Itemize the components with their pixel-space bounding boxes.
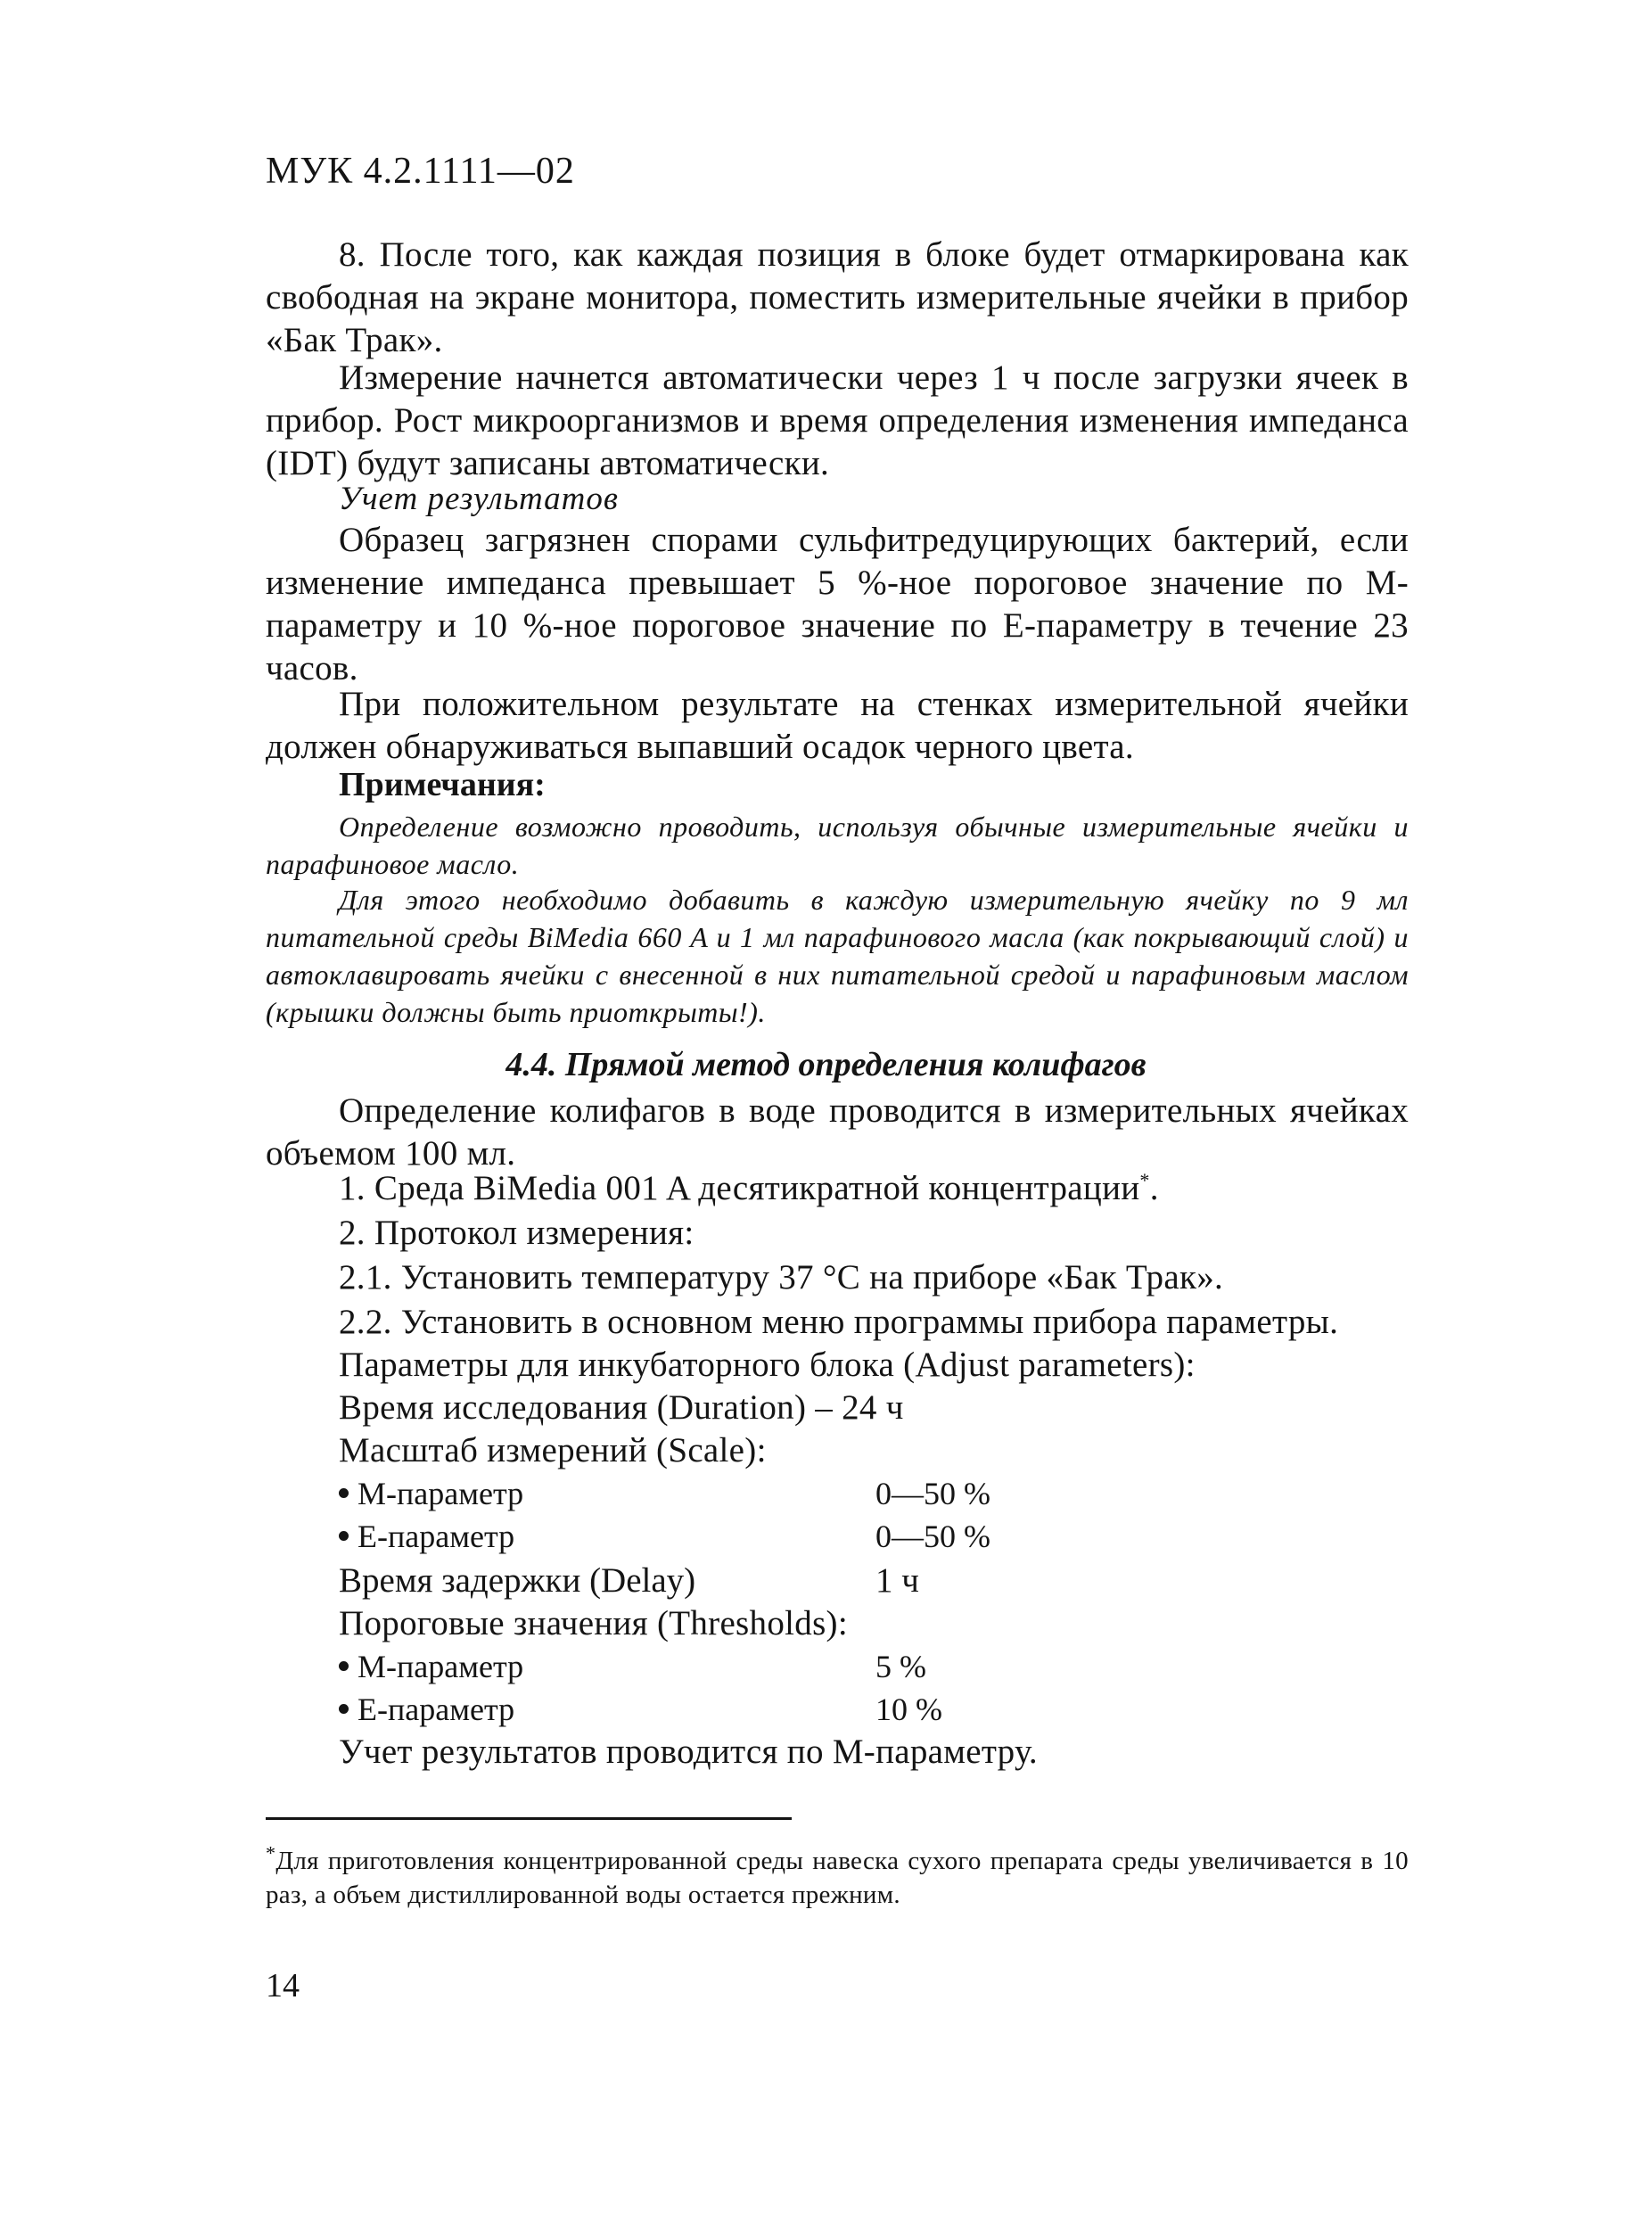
delay-label: Время задержки (Delay) [339,1561,696,1600]
bullet-icon [339,1488,349,1498]
footnote [266,1841,1409,1912]
paragraph-positive-result: При положительном результате на стенках измерительной ячейки должен обнаруживаться выпавший осадок черного цвета. [266,685,1409,766]
results-subheading: Учет результатов [339,481,619,517]
threshold-m-parameter-row [339,1648,926,1685]
threshold-m-parameter-label: М-параметр [358,1649,524,1684]
list-item-2-1: 2.1. Установить температуру 37 °С на приборе «Бак Трак». [339,1258,1224,1296]
list-item-2-2: 2.2. Установить в основном меню программы прибора параметры. [339,1303,1339,1341]
footnote-text: Для приготовления концентрированной среды навеска сухого препарата среды увеличивается в 10 раз, а объем дистиллированной воды остается прежним. [266,1847,1409,1909]
footnote-reference-mark: * [1139,1169,1150,1191]
duration-line: Время исследования (Duration) – 24 ч [339,1388,904,1427]
bullet-icon [339,1704,349,1714]
list-item-1-text: 1. Среда BiMedia 001 A десятикратной концентрации [339,1169,1140,1207]
threshold-e-parameter-label: Е-параметр [358,1692,515,1727]
scale-label: Масштаб измерений (Scale): [339,1431,767,1469]
incubator-parameters-label: Параметры для инкубаторного блока (Adjust parameters): [339,1346,1196,1384]
scale-m-parameter-label: М-параметр [358,1476,524,1511]
page-number: 14 [266,1967,300,2004]
threshold-e-parameter-row [339,1691,942,1728]
paragraph-contamination-criteria: Образец загрязнен спорами сульфитредуцирующих бактерий, если изменение импеданса превышает 5 %-ное пороговое значение по М-параметру и 10 %-ное пороговое значение по Е-параметру в течение 23 часов. [266,521,1409,687]
delay-row [339,1560,919,1601]
list-item-2: 2. Протокол измерения: [339,1214,694,1252]
list-item-1 [339,1168,1159,1208]
scale-e-parameter-row [339,1518,990,1555]
notes-title: Примечания: [339,766,546,803]
paragraph-coliphage-intro: Определение колифагов в воде проводится в измерительных ячейках объемом 100 мл. [266,1091,1409,1173]
footnote-mark: * [266,1841,276,1864]
paragraph-measurement-start: Измерение начнется автоматически через 1 ч после загрузки ячеек в прибор. Рост микроорганизмов и время определения изменения импеданса (IDT) будут записаны автоматически. [266,358,1409,482]
note-2: Для этого необходимо добавить в каждую измерительную ячейку по 9 мл питательной среды BiMedia 660 A и 1 мл парафинового масла (как покрывающий слой) и автоклавировать ячейки с внесенной в них питательной средой и парафиновым маслом (крышки должны быть приоткрыты!). [266,884,1409,1028]
section-heading-4-4: 4.4. Прямой метод определения колифагов [505,1046,1147,1083]
note-1: Определение возможно проводить, используя обычные измерительные ячейки и парафиновое масло. [266,811,1409,880]
scale-m-parameter-row [339,1475,990,1512]
bullet-icon [339,1661,349,1671]
scale-e-parameter-value: 0—50 % [875,1519,990,1554]
paragraph-step-8: 8. После того, как каждая позиция в блоке будет отмаркирована как свободная на экране монитора, поместить измерительные ячейки в прибор «Бак Трак». [266,235,1409,359]
bullet-icon [339,1531,349,1541]
footnote-divider [266,1817,792,1820]
scale-m-parameter-value: 0—50 % [875,1476,990,1511]
list-item-1-end: . [1149,1169,1159,1207]
delay-value: 1 ч [875,1561,919,1600]
scale-e-parameter-label: Е-параметр [358,1519,515,1554]
conclusion-line: Учет результатов проводится по М-параметру. [339,1733,1038,1771]
document-code-header: МУК 4.2.1111—02 [266,151,575,192]
thresholds-label: Пороговые значения (Thresholds): [339,1604,848,1642]
threshold-m-parameter-value: 5 % [875,1649,926,1684]
threshold-e-parameter-value: 10 % [875,1692,942,1727]
